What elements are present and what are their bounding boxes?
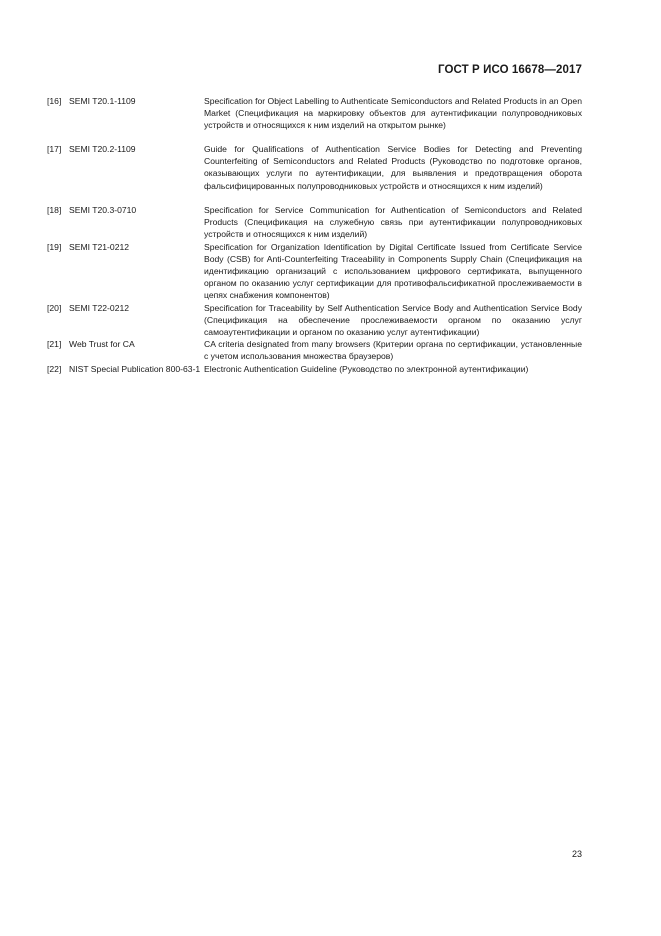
page-number: 23: [571, 849, 582, 859]
entry-number: [18]: [47, 205, 62, 215]
entry-number: [21]: [47, 339, 62, 350]
bibliography-entry: [47, 338, 582, 362]
entry-code: SEMI T22-0212: [69, 302, 130, 313]
entry-number: [16]: [47, 96, 62, 106]
entry-description: Specification for Traceability by Self Authentication Service Body and Authentication Service Body (Спецификация на обеспечение прослеживаемости органом по оказанию услуг самоаутентификации и органом по оказанию услуг аутентификации): [204, 302, 582, 338]
bibliography-entry: [47, 204, 582, 241]
bibliography-entry: [47, 241, 582, 302]
entry-code: SEMI T20.3-0710: [69, 205, 137, 215]
entry-number: [17]: [47, 144, 62, 154]
entry-number: [22]: [47, 363, 62, 374]
entry-code: SEMI T20.1-1109: [69, 96, 136, 106]
entry-code: NIST Special Publication 800-63-1: [69, 363, 201, 374]
entry-code: Web Trust for CA: [69, 339, 135, 350]
entry-code: SEMI T20.2-1109: [69, 144, 136, 154]
bibliography-list: [47, 95, 582, 375]
page-header-standard-id: ГОСТ Р ИСО 16678—2017: [437, 64, 582, 76]
entry-description: Specification for Organization Identification by Digital Certificate Issued from Certificate Service Body (CSB) for Anti-Counterfeiting Traceability in Components Supply Chain (Спецификация на идентификацию организаций с использованием цифрового сертификата, выпущенного органом по оказанию услуг сертификации для противофальсификатной прослеживаемости в цепях снабжения компонентов): [204, 241, 582, 301]
entry-code: SEMI T21-0212: [69, 241, 130, 252]
bibliography-entry: [47, 363, 582, 375]
entry-description: Specification for Object Labelling to Authenticate Semiconductors and Related Products in an Open Market (Спецификация на маркировку объектов для аутентификации полупроводниковых устройств и относящихся к ним изделий на открытом рынке): [204, 96, 582, 131]
bibliography-entry: [47, 95, 582, 143]
entry-description: CA criteria designated from many browsers (Критерии органа по сертификации, установленные с учетом использования множества браузеров): [204, 339, 582, 362]
bibliography-entry: [47, 302, 582, 339]
entry-description: Electronic Authentication Guideline (Руководство по электронной аутентификации): [204, 363, 529, 374]
bibliography-entry: [47, 143, 582, 204]
entry-number: [20]: [47, 302, 62, 313]
entry-description: Specification for Service Communication for Authentication of Semiconductors and Related Products (Спецификация на служебную связь при аутентификации полупроводниковых устройств и относящихся к ним изделий): [204, 205, 582, 240]
entry-description: Guide for Qualifications of Authentication Service Bodies for Detecting and Preventing Counterfeiting of Semiconductors and Related Products (Руководство по подготовке органов, оказывающих услуги по аутентификации, для выявления и предотвращения оборота фальсифицированных полупроводниковых устройств и относящихся к ним изделий): [204, 144, 582, 191]
entry-number: [19]: [47, 241, 62, 252]
